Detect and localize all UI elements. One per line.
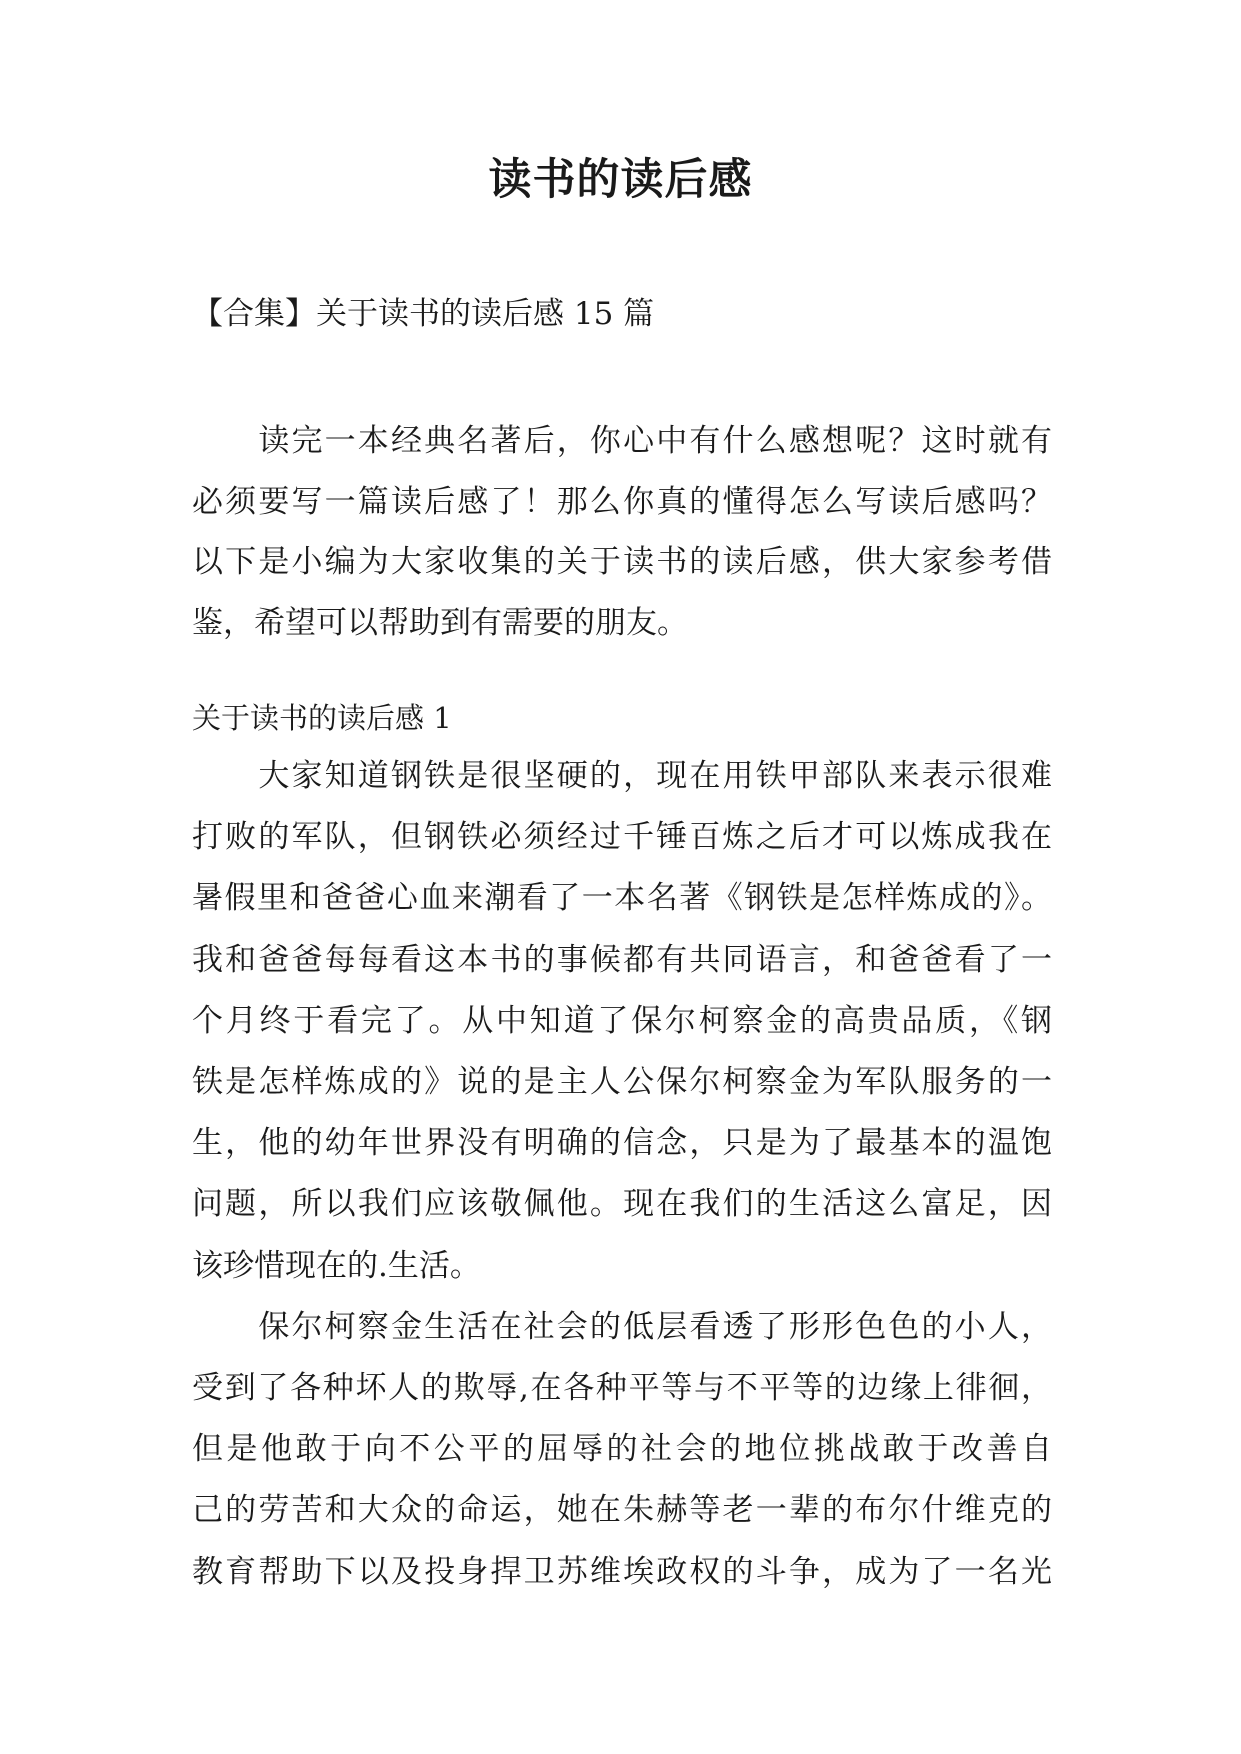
- article-line: 教育帮助下以及投身捍卫苏维埃政权的斗争，成为了一名光: [192, 1553, 1052, 1590]
- section-heading: 关于读书的读后感 1: [192, 701, 452, 735]
- document-subtitle: 【合集】关于读书的读后感 15 篇: [192, 296, 655, 332]
- intro-line: 以下是小编为大家收集的关于读书的读后感，供大家参考借: [192, 544, 1052, 580]
- intro-line: 鉴，希望可以帮助到有需要的朋友。: [192, 604, 688, 641]
- article-line: 打败的军队，但钢铁必须经过千锤百炼之后才可以炼成我在: [192, 819, 1052, 856]
- article-line: 个月终于看完了。从中知道了保尔柯察金的高贵品质，《钢: [192, 1002, 1052, 1039]
- article-line: 受到了各种坏人的欺辱,在各种平等与不平等的边缘上徘徊，: [192, 1370, 1052, 1407]
- intro-paragraph: [192, 411, 1052, 653]
- article-line: 生，他的幼年世界没有明确的信念，只是为了最基本的温饱: [192, 1125, 1052, 1162]
- intro-line: 读完一本经典名著后，你心中有什么感想呢？这时就有: [192, 423, 1052, 459]
- article-line: 问题，所以我们应该敬佩他。现在我们的生活这么富足，因: [192, 1186, 1052, 1223]
- article-line: 铁是怎样炼成的》说的是主人公保尔柯察金为军队服务的一: [192, 1064, 1052, 1101]
- article-line: 我和爸爸每每看这本书的事候都有共同语言，和爸爸看了一: [192, 941, 1052, 978]
- article-line: 大家知道钢铁是很坚硬的，现在用铁甲部队来表示很难: [192, 758, 1052, 794]
- article-line: 己的劳苦和大众的命运，她在朱赫等老一辈的布尔什维克的: [192, 1492, 1052, 1529]
- article-body: [192, 746, 1052, 1603]
- intro-line: 必须要写一篇读后感了！那么你真的懂得怎么写读后感吗？: [192, 483, 1052, 520]
- document-title: 读书的读后感: [488, 155, 753, 205]
- article-line: 保尔柯察金生活在社会的低层看透了形形色色的小人，: [192, 1308, 1052, 1345]
- article-line: 但是他敢于向不公平的屈辱的社会的地位挑战敢于改善自: [192, 1431, 1052, 1468]
- article-line: 该珍惜现在的.生活。: [192, 1247, 481, 1284]
- article-line: 暑假里和爸爸心血来潮看了一本名著《钢铁是怎样炼成的》。: [192, 880, 1052, 917]
